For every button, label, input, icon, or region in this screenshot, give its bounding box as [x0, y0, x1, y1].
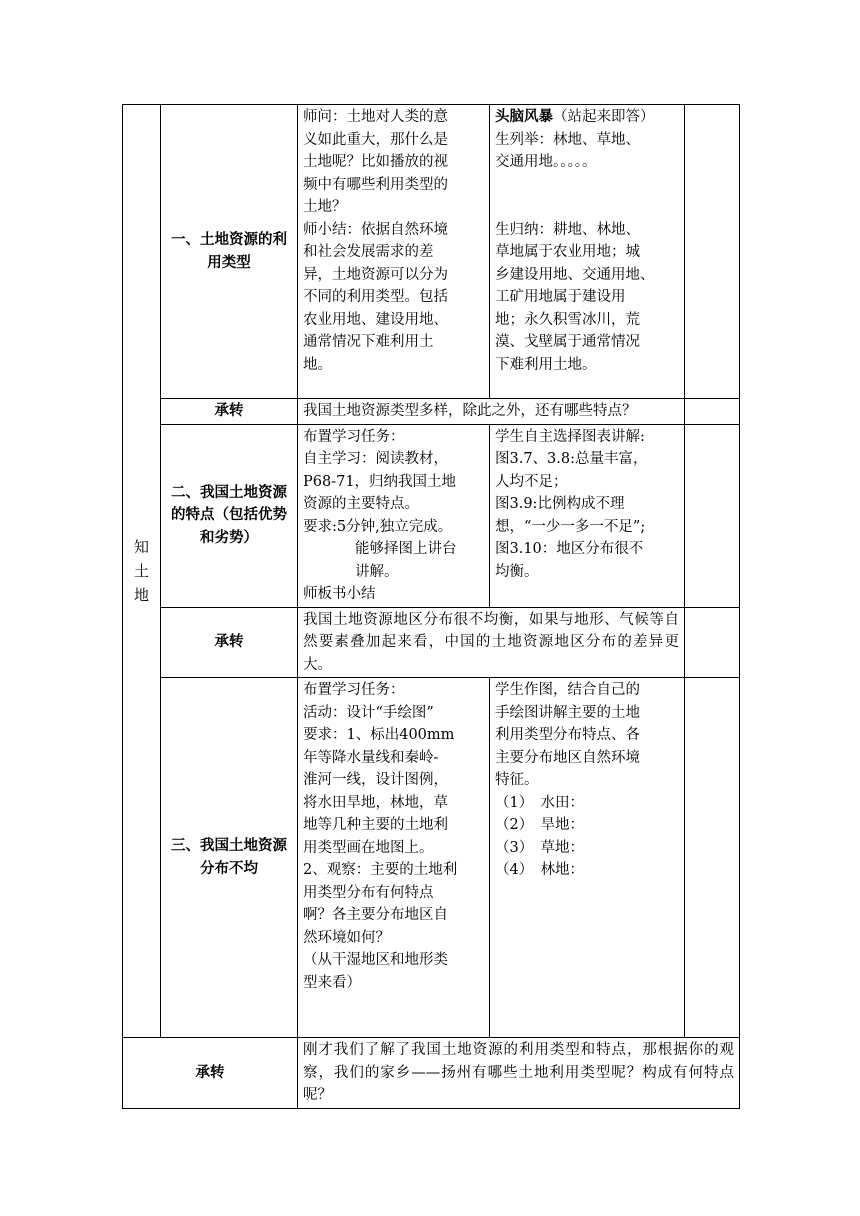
text-line: 型来看） [303, 974, 361, 991]
chapter-cell [123, 105, 161, 1038]
text-line: 年等降水量线和秦岭- [303, 749, 439, 766]
section2-teacher-cell [298, 424, 490, 607]
brainstorm-note: （站起来即答） [553, 109, 655, 125]
spacer-line [495, 174, 679, 197]
brainstorm-title: 头脑风暴 [495, 108, 553, 125]
section1-teacher-cell [298, 105, 490, 399]
transition2-text: 我国土地资源地区分布很不均衡，如果与地形、气候等自然要素叠加起来看，中国的土地资源地区分布的差异更大。 [298, 607, 685, 678]
text-line: 工矿用地属于建设用 [495, 289, 626, 305]
text-line: 图3.7、3.8:总量丰富， [495, 451, 648, 467]
transition2-notes-cell [685, 607, 740, 678]
text-line: 要求:5分钟,独立完成。 [303, 518, 453, 535]
text-line: 农业用地、建设用地、 [303, 311, 448, 328]
section3-student-cell [490, 678, 685, 1038]
text-line: 土地呢？比如播放的视 [303, 154, 448, 170]
section1-student-cell [490, 105, 685, 399]
text-line: 手绘图讲解主要的土地 [495, 704, 640, 721]
text-line: 土地？ [303, 199, 347, 215]
transition1-label: 承转 [161, 399, 298, 425]
text-line: 淮河一线，设计图例， [303, 772, 448, 788]
section2-title: 二、我国土地资源的特点（包括优势和劣势） [161, 424, 298, 607]
text-line: 主要分布地区自然环境 [495, 749, 640, 766]
row-section3 [123, 678, 740, 1038]
spacer-line [495, 196, 679, 219]
text-line: 布置学习任务： [303, 682, 405, 698]
text-line: 活动：设计“手绘图” [303, 704, 434, 721]
text-line: 地等几种主要的土地利 [303, 817, 448, 833]
text-line: 然环境如何？ [303, 929, 390, 946]
text-line: 学生自主选择图表讲解: [495, 428, 645, 445]
text-line: 啊？各主要分布地区自 [303, 907, 448, 923]
section3-teacher-cell [298, 678, 490, 1038]
row-transition3 [123, 1038, 740, 1109]
transition2-label: 承转 [161, 607, 298, 678]
text-line: 地。 [303, 356, 332, 373]
list-item: （2） 旱地： [495, 817, 584, 833]
text-line: 资源的主要特点。 [303, 496, 419, 512]
section1-title: 一、土地资源的利用类型 [161, 105, 298, 399]
text-line: 讲解。 [355, 563, 399, 580]
lesson-plan-table [122, 104, 740, 1109]
text-line: 特征。 [495, 772, 539, 788]
text-line: 异，土地资源可以分为 [303, 266, 448, 283]
text-line: 频中有哪些利用类型的 [303, 176, 448, 193]
text-line: 漠、戈壁属于通常情况 [495, 334, 640, 350]
text-line: 要求：1、标出400mm [303, 727, 455, 743]
text-line: 将水田旱地，林地，草 [303, 794, 448, 811]
text-line: 用类型画在地图上。 [303, 839, 434, 856]
text-line: 2、观察：主要的土地利 [303, 862, 458, 878]
text-line: 自主学习：阅读教材， [303, 451, 448, 467]
text-line: 义如此重大，那什么是 [303, 131, 448, 148]
text-line: （从干湿地区和地形类 [303, 952, 448, 968]
text-line: 乡建设用地、交通用地、 [495, 266, 655, 283]
text-line: 下难利用土地。 [495, 356, 597, 373]
section3-title: 三、我国土地资源分布不均 [161, 678, 298, 1038]
text-line: 和社会发展需求的差 [303, 244, 434, 260]
text-line: 能够择图上讲台 [355, 541, 457, 557]
brainstorm-heading [495, 106, 679, 129]
section2-student-cell [490, 424, 685, 607]
text-line: 想，“一少一多一不足”; [495, 518, 646, 535]
text-line: 生列举：林地、草地、 [495, 131, 640, 148]
text-line: 交通用地。。。。。 [495, 154, 597, 170]
row-section2 [123, 424, 740, 607]
text-line: 师问：土地对人类的意 [303, 109, 448, 125]
text-line: 不同的利用类型。包括 [303, 289, 448, 305]
text-line: 图3.9:比例构成不理 [495, 496, 625, 512]
text-line: 用类型分布有何特点 [303, 884, 434, 901]
text-line: P68-71，归纳我国土地 [303, 473, 457, 490]
text-line: 均衡。 [495, 563, 539, 580]
transition3-text: 刚才我们了解了我国土地资源的利用类型和特点，那根据你的观察，我们的家乡——扬州有哪些土地利用类型呢？构成有何特点呢？ [298, 1038, 740, 1109]
transition1-text: 我国土地资源类型多样，除此之外，还有哪些特点？ [298, 399, 685, 425]
text-line: 生归纳：耕地、林地、 [495, 221, 640, 238]
list-item: （3） 草地： [495, 839, 584, 856]
text-line: 师小结：依据自然环境 [303, 221, 448, 238]
text-line: 学生作图，结合自己的 [495, 682, 640, 698]
text-line: 地；永久积雪冰川，荒 [495, 311, 640, 328]
section2-notes-cell [685, 424, 740, 607]
text-line: 师板书小结 [303, 586, 376, 602]
chapter-label: 知土地 [133, 537, 149, 604]
section3-notes-cell [685, 678, 740, 1038]
text-line: 利用类型分布特点、各 [495, 727, 640, 743]
row-transition1 [123, 399, 740, 425]
transition1-notes-cell [685, 399, 740, 425]
row-section1 [123, 105, 740, 399]
list-item: （4） 林地： [495, 862, 584, 878]
text-line: 草地属于农业用地；城 [495, 244, 640, 260]
transition3-label: 承转 [123, 1038, 298, 1109]
section1-notes-cell [685, 105, 740, 399]
text-line: 图3.10：地区分布很不 [495, 541, 644, 557]
text-line: 布置学习任务： [303, 428, 405, 445]
row-transition2 [123, 607, 740, 678]
text-line: 通常情况下难利用土 [303, 334, 434, 350]
text-line: 人均不足； [495, 473, 568, 490]
list-item: （1） 水田： [495, 794, 584, 811]
